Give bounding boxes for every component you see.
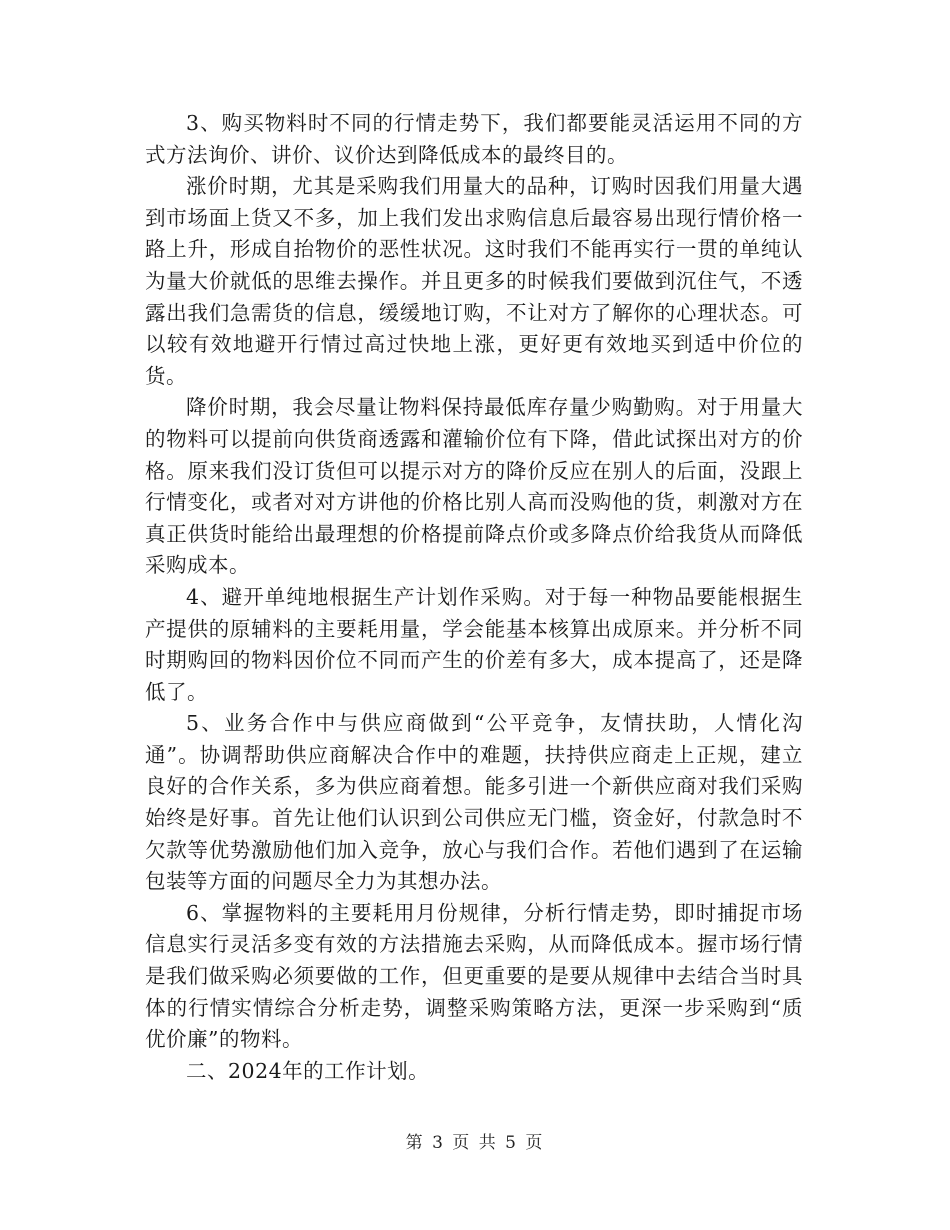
section-heading-work-plan: 二、2024年的工作计划。 bbox=[186, 1058, 430, 1083]
paragraph-point-5: 5、业务合作中与供应商做到“公平竞争，友情扶助，人情化沟通”。协调帮助供应商解决合作中的难题，扶持供应商走上正规，建立良好的合作关系，多为供应商着想。能多引进一个新供应商对我们采购始终是好事。首先让他们认识到公司供应无门槛，资金好，付款急时不欠款等优势激励他们加入竞争，放心与我们合作。若他们遇到了在运输包装等方面的问题尽全力为其想办法。 bbox=[145, 711, 803, 894]
page-number-footer: 第 3 页 共 5 页 bbox=[405, 1133, 545, 1153]
paragraph-point-3: 3、购买物料时不同的行情走势下，我们都要能灵活运用不同的方式方法询价、讲价、议价达到降低成本的最终目的。 bbox=[145, 111, 803, 167]
paragraph-point-4: 4、避开单纯地根据生产计划作采购。对于每一种物品要能根据生产提供的原辅料的主要耗用量，学会能基本核算出成原来。并分析不同时期购回的物料因价位不同而产生的价差有多大，成本提高了，还是降低了。 bbox=[145, 584, 803, 704]
document-body bbox=[145, 108, 803, 1087]
paragraph-point-6: 6、掌握物料的主要耗用月份规律，分析行情走势，即时捕捉市场信息实行灵活多变有效的方法措施去采购，从而降低成本。握市场行情是我们做采购必须要做的工作，但更重要的是要从规律中去结合当时具体的行情实情综合分析走势，调整采购策略方法，更深一步采购到“质优价廉”的物料。 bbox=[145, 900, 803, 1052]
paragraph-price-fall: 降价时期，我会尽量让物料保持最低库存量少购勤购。对于用量大的物料可以提前向供货商透露和灌输价位有下降，借此试探出对方的价格。原来我们没订货但可以提示对方的降价反应在别人的后面，没跟上行情变化，或者对对方讲他的价格比别人高而没购他的货，刺激对方在真正供货时能给出最理想的价格提前降点价或多降点价给我货从而降低采购成本。 bbox=[145, 395, 803, 578]
paragraph-price-rise: 涨价时期，尤其是采购我们用量大的品种，订购时因我们用量大遇到市场面上货又不多，加上我们发出求购信息后最容易出现行情价格一路上升，形成自抬物价的恶性状况。这时我们不能再实行一贯的单纯认为量大价就低的思维去操作。并且更多的时候我们要做到沉住气，不透露出我们急需货的信息，缓缓地订购，不让对方了解你的心理状态。可以较有效地避开行情过高过快地上涨，更好更有效地买到适中价位的货。 bbox=[145, 174, 803, 388]
